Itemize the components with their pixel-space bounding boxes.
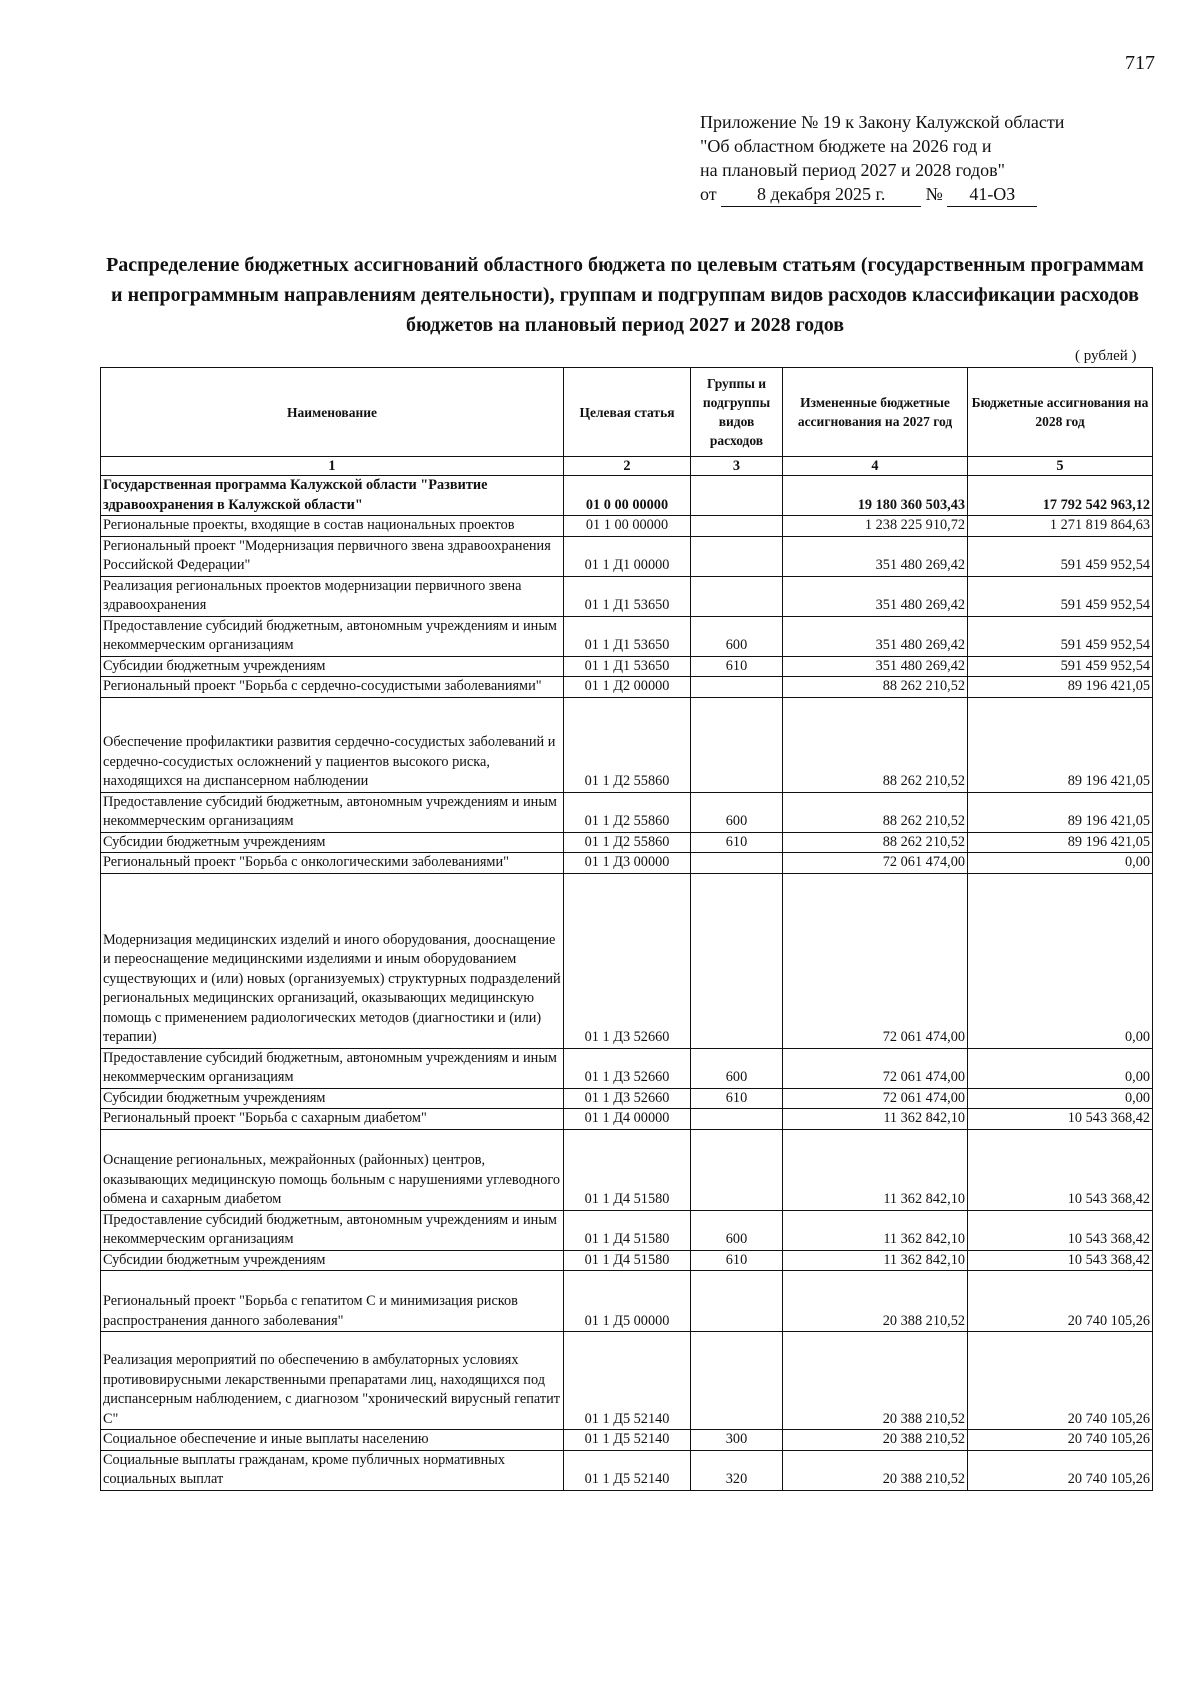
row-target-article: 01 1 Д4 51580 bbox=[564, 1129, 691, 1210]
row-amount-2028: 10 543 368,42 bbox=[968, 1129, 1153, 1210]
row-expense-group: 600 bbox=[691, 1210, 783, 1250]
row-target-article: 01 1 Д4 51580 bbox=[564, 1250, 691, 1271]
row-target-article: 01 1 Д5 00000 bbox=[564, 1271, 691, 1332]
row-expense-group: 320 bbox=[691, 1450, 783, 1490]
row-target-article: 01 1 Д2 55860 bbox=[564, 697, 691, 792]
row-amount-2027: 11 362 842,10 bbox=[783, 1109, 968, 1130]
row-target-article: 01 1 00 00000 bbox=[564, 516, 691, 537]
row-expense-group: 600 bbox=[691, 616, 783, 656]
row-amount-2028: 20 740 105,26 bbox=[968, 1271, 1153, 1332]
row-target-article: 01 1 Д5 52140 bbox=[564, 1450, 691, 1490]
row-expense-group bbox=[691, 853, 783, 874]
appendix-date: 8 декабря 2025 г. bbox=[721, 182, 921, 207]
row-amount-2027: 20 388 210,52 bbox=[783, 1430, 968, 1451]
table-row bbox=[101, 853, 1153, 874]
row-amount-2028: 89 196 421,05 bbox=[968, 792, 1153, 832]
row-amount-2027: 351 480 269,42 bbox=[783, 616, 968, 656]
row-expense-group bbox=[691, 1109, 783, 1130]
row-target-article: 01 1 Д2 55860 bbox=[564, 792, 691, 832]
row-amount-2027: 11 362 842,10 bbox=[783, 1250, 968, 1271]
appendix-date-line bbox=[700, 182, 1064, 207]
row-target-article: 01 1 Д1 53650 bbox=[564, 656, 691, 677]
document-title: Распределение бюджетных ассигнований областного бюджета по целевым статьям (государственным программам и непрограммным направлениям деятельности), группам и подгруппам видов расходов классификации расходов бюджетов на плановый период 2027 и 2028 годов bbox=[106, 254, 1144, 336]
row-amount-2028: 0,00 bbox=[968, 873, 1153, 1048]
row-amount-2028: 17 792 542 963,12 bbox=[968, 476, 1153, 516]
row-name: Социальное обеспечение и иные выплаты населению bbox=[101, 1430, 564, 1451]
row-target-article: 01 1 Д3 52660 bbox=[564, 1088, 691, 1109]
table-body bbox=[101, 476, 1153, 1491]
row-target-article: 01 1 Д1 53650 bbox=[564, 616, 691, 656]
row-target-article: 01 1 Д1 53650 bbox=[564, 576, 691, 616]
row-name: Предоставление субсидий бюджетным, автономным учреждениям и иным некоммерческим организациям bbox=[101, 616, 564, 656]
row-expense-group: 610 bbox=[691, 832, 783, 853]
table-row bbox=[101, 616, 1153, 656]
column-number: 2 bbox=[564, 457, 691, 476]
row-target-article: 01 1 Д3 52660 bbox=[564, 1048, 691, 1088]
row-amount-2027: 88 262 210,52 bbox=[783, 832, 968, 853]
table-row bbox=[101, 536, 1153, 576]
row-amount-2027: 351 480 269,42 bbox=[783, 536, 968, 576]
column-number: 3 bbox=[691, 457, 783, 476]
budget-table bbox=[100, 367, 1153, 1491]
table-row bbox=[101, 476, 1153, 516]
row-amount-2027: 20 388 210,52 bbox=[783, 1271, 968, 1332]
row-amount-2028: 20 740 105,26 bbox=[968, 1332, 1153, 1430]
row-target-article: 01 1 Д2 55860 bbox=[564, 832, 691, 853]
row-name: Государственная программа Калужской области "Развитие здравоохранения в Калужской области" bbox=[101, 476, 564, 516]
row-amount-2027: 19 180 360 503,43 bbox=[783, 476, 968, 516]
row-amount-2027: 72 061 474,00 bbox=[783, 853, 968, 874]
appendix-line-2: "Об областном бюджете на 2026 год и bbox=[700, 136, 992, 156]
row-expense-group: 600 bbox=[691, 1048, 783, 1088]
row-target-article: 01 0 00 00000 bbox=[564, 476, 691, 516]
row-expense-group bbox=[691, 536, 783, 576]
row-name: Региональный проект "Борьба с сахарным диабетом" bbox=[101, 1109, 564, 1130]
row-amount-2027: 20 388 210,52 bbox=[783, 1450, 968, 1490]
row-name: Предоставление субсидий бюджетным, автономным учреждениям и иным некоммерческим организациям bbox=[101, 1048, 564, 1088]
row-amount-2027: 88 262 210,52 bbox=[783, 677, 968, 698]
table-row bbox=[101, 677, 1153, 698]
row-target-article: 01 1 Д3 00000 bbox=[564, 853, 691, 874]
column-number: 4 bbox=[783, 457, 968, 476]
row-name: Обеспечение профилактики развития сердечно-сосудистых заболеваний и сердечно-сосудистых осложнений у пациентов высокого риска, находящихся на диспансерном наблюдении bbox=[101, 697, 564, 792]
row-name: Субсидии бюджетным учреждениям bbox=[101, 656, 564, 677]
row-amount-2028: 0,00 bbox=[968, 1048, 1153, 1088]
row-amount-2028: 0,00 bbox=[968, 853, 1153, 874]
table-row bbox=[101, 832, 1153, 853]
row-target-article: 01 1 Д4 51580 bbox=[564, 1210, 691, 1250]
row-amount-2027: 1 238 225 910,72 bbox=[783, 516, 968, 537]
row-name: Региональный проект "Борьба с гепатитом С и минимизация рисков распространения данного заболевания" bbox=[101, 1271, 564, 1332]
header-target-article: Целевая статья bbox=[564, 368, 691, 457]
row-target-article: 01 1 Д3 52660 bbox=[564, 873, 691, 1048]
appendix-line-3: на плановый период 2027 и 2028 годов" bbox=[700, 160, 1006, 180]
row-name: Региональный проект "Борьба с сердечно-сосудистыми заболеваниями" bbox=[101, 677, 564, 698]
table-row bbox=[101, 1332, 1153, 1430]
row-name: Предоставление субсидий бюджетным, автономным учреждениям и иным некоммерческим организациям bbox=[101, 1210, 564, 1250]
table-row bbox=[101, 1210, 1153, 1250]
row-amount-2028: 10 543 368,42 bbox=[968, 1210, 1153, 1250]
row-amount-2028: 0,00 bbox=[968, 1088, 1153, 1109]
currency-unit: ( рублей ) bbox=[1075, 348, 1137, 364]
row-target-article: 01 1 Д2 00000 bbox=[564, 677, 691, 698]
header-2027: Измененные бюджетные ассигнования на 2027 год bbox=[783, 368, 968, 457]
appendix-from-label: от bbox=[700, 184, 717, 204]
table-row bbox=[101, 873, 1153, 1048]
row-amount-2027: 88 262 210,52 bbox=[783, 697, 968, 792]
table-row bbox=[101, 1129, 1153, 1210]
row-amount-2027: 20 388 210,52 bbox=[783, 1332, 968, 1430]
row-expense-group bbox=[691, 873, 783, 1048]
row-amount-2027: 351 480 269,42 bbox=[783, 656, 968, 677]
row-name: Модернизация медицинских изделий и иного оборудования, дооснащение и переоснащение медицинскими изделиями и иным оборудованием существующих и (или) новых (организуемых) структурных подразделений региональных медицинских организаций, оказывающих медицинскую помощь с применением радиологических методов (диагностики и (или) терапии) bbox=[101, 873, 564, 1048]
appendix-number: 41-ОЗ bbox=[947, 182, 1037, 207]
row-expense-group bbox=[691, 516, 783, 537]
row-expense-group bbox=[691, 476, 783, 516]
row-amount-2028: 591 459 952,54 bbox=[968, 616, 1153, 656]
row-expense-group: 610 bbox=[691, 1088, 783, 1109]
appendix-header bbox=[700, 110, 1064, 207]
row-amount-2027: 72 061 474,00 bbox=[783, 873, 968, 1048]
table-row bbox=[101, 697, 1153, 792]
header-name: Наименование bbox=[101, 368, 564, 457]
row-expense-group bbox=[691, 1271, 783, 1332]
row-expense-group bbox=[691, 677, 783, 698]
column-number: 1 bbox=[101, 457, 564, 476]
column-number-row bbox=[101, 457, 1153, 476]
row-amount-2028: 10 543 368,42 bbox=[968, 1109, 1153, 1130]
row-amount-2027: 351 480 269,42 bbox=[783, 576, 968, 616]
table-row bbox=[101, 1250, 1153, 1271]
row-name: Региональные проекты, входящие в состав национальных проектов bbox=[101, 516, 564, 537]
row-expense-group: 610 bbox=[691, 656, 783, 677]
header-2028: Бюджетные ассигнования на 2028 год bbox=[968, 368, 1153, 457]
row-amount-2028: 10 543 368,42 bbox=[968, 1250, 1153, 1271]
appendix-number-label: № bbox=[925, 184, 943, 204]
page-number: 717 bbox=[1125, 52, 1155, 74]
row-amount-2028: 591 459 952,54 bbox=[968, 536, 1153, 576]
table-row bbox=[101, 656, 1153, 677]
row-amount-2028: 89 196 421,05 bbox=[968, 697, 1153, 792]
header-expense-group: Группы и подгруппы видов расходов bbox=[691, 368, 783, 457]
row-target-article: 01 1 Д1 00000 bbox=[564, 536, 691, 576]
row-expense-group bbox=[691, 576, 783, 616]
row-target-article: 01 1 Д4 00000 bbox=[564, 1109, 691, 1130]
table-row bbox=[101, 576, 1153, 616]
row-expense-group: 610 bbox=[691, 1250, 783, 1271]
row-amount-2028: 20 740 105,26 bbox=[968, 1450, 1153, 1490]
table-row bbox=[101, 1109, 1153, 1130]
row-expense-group: 600 bbox=[691, 792, 783, 832]
row-name: Оснащение региональных, межрайонных (районных) центров, оказывающих медицинскую помощь больным с нарушениями углеводного обмена и сахарным диабетом bbox=[101, 1129, 564, 1210]
table-row bbox=[101, 1048, 1153, 1088]
row-name: Субсидии бюджетным учреждениям bbox=[101, 832, 564, 853]
table-row bbox=[101, 792, 1153, 832]
row-amount-2027: 72 061 474,00 bbox=[783, 1088, 968, 1109]
row-amount-2027: 11 362 842,10 bbox=[783, 1210, 968, 1250]
row-name: Предоставление субсидий бюджетным, автономным учреждениям и иным некоммерческим организациям bbox=[101, 792, 564, 832]
row-name: Региональный проект "Модернизация первичного звена здравоохранения Российской Федерации" bbox=[101, 536, 564, 576]
row-expense-group bbox=[691, 1129, 783, 1210]
row-target-article: 01 1 Д5 52140 bbox=[564, 1332, 691, 1430]
row-name: Реализация региональных проектов модернизации первичного звена здравоохранения bbox=[101, 576, 564, 616]
row-amount-2027: 11 362 842,10 bbox=[783, 1129, 968, 1210]
appendix-line-1: Приложение № 19 к Закону Калужской области bbox=[700, 112, 1065, 132]
row-amount-2027: 72 061 474,00 bbox=[783, 1048, 968, 1088]
row-amount-2027: 88 262 210,52 bbox=[783, 792, 968, 832]
table-row bbox=[101, 516, 1153, 537]
row-expense-group bbox=[691, 1332, 783, 1430]
row-expense-group bbox=[691, 697, 783, 792]
table-row bbox=[101, 1271, 1153, 1332]
row-amount-2028: 591 459 952,54 bbox=[968, 576, 1153, 616]
row-name: Субсидии бюджетным учреждениям bbox=[101, 1250, 564, 1271]
row-amount-2028: 20 740 105,26 bbox=[968, 1430, 1153, 1451]
row-name: Субсидии бюджетным учреждениям bbox=[101, 1088, 564, 1109]
table-row bbox=[101, 1088, 1153, 1109]
row-amount-2028: 89 196 421,05 bbox=[968, 832, 1153, 853]
row-target-article: 01 1 Д5 52140 bbox=[564, 1430, 691, 1451]
column-number: 5 bbox=[968, 457, 1153, 476]
table-row bbox=[101, 1450, 1153, 1490]
row-name: Региональный проект "Борьба с онкологическими заболеваниями" bbox=[101, 853, 564, 874]
row-amount-2028: 89 196 421,05 bbox=[968, 677, 1153, 698]
row-name: Реализация мероприятий по обеспечению в амбулаторных условиях противовирусными лекарственными препаратами лиц, находящихся под диспансерным наблюдением, с диагнозом "хронический вирусный гепатит С" bbox=[101, 1332, 564, 1430]
row-name: Социальные выплаты гражданам, кроме публичных нормативных социальных выплат bbox=[101, 1450, 564, 1490]
table-row bbox=[101, 1430, 1153, 1451]
table-header-row bbox=[101, 368, 1153, 457]
row-amount-2028: 591 459 952,54 bbox=[968, 656, 1153, 677]
row-amount-2028: 1 271 819 864,63 bbox=[968, 516, 1153, 537]
row-expense-group: 300 bbox=[691, 1430, 783, 1451]
